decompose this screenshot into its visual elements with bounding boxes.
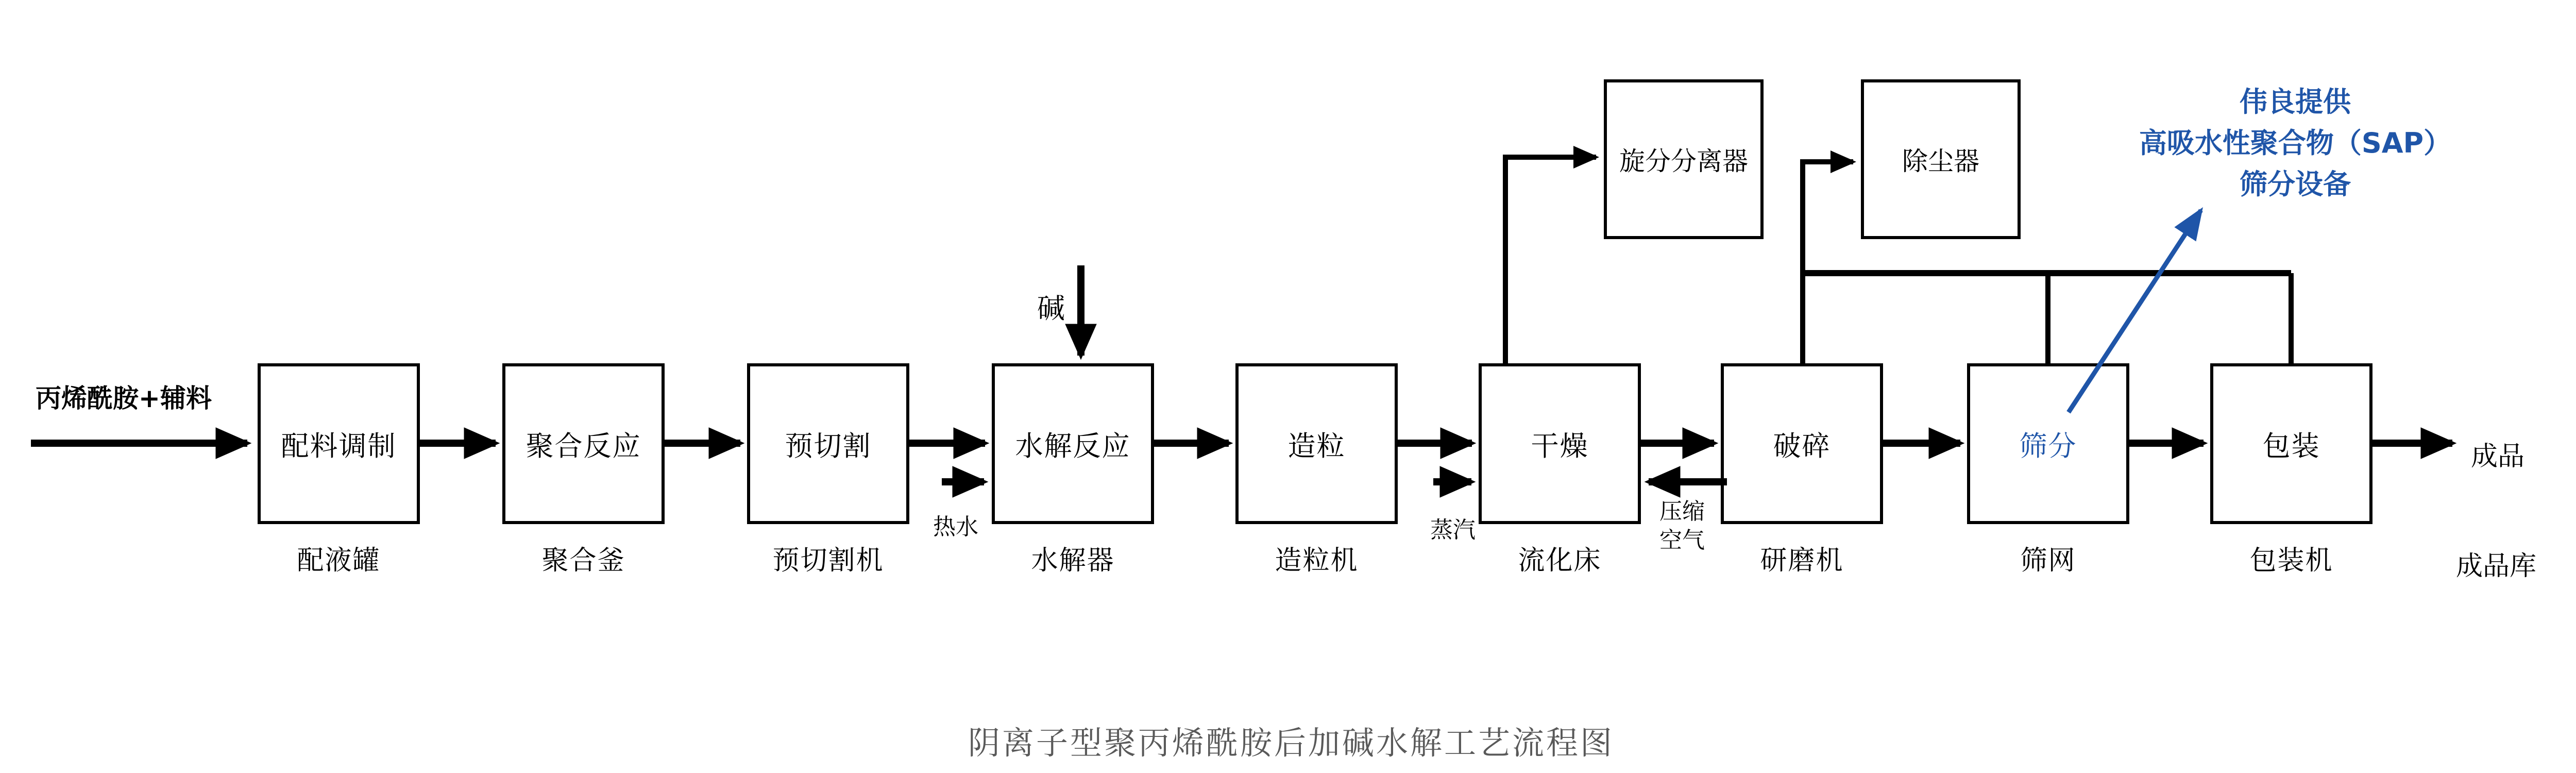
process-box-batching-title: 配料调制 — [281, 429, 397, 462]
equipment-label-solution-tank: 配液罐 — [297, 545, 381, 576]
equipment-label-polymer-kettle: 聚合釜 — [541, 545, 625, 576]
alkali-stream-label: 碱 — [1037, 292, 1065, 325]
process-box-hydrolysis-title: 水解反应 — [1015, 429, 1131, 462]
dust-collector-title: 除尘器 — [1902, 146, 1979, 176]
hot-water-stream-label: 热水 — [933, 514, 978, 540]
equipment-label-granulator: 造粒机 — [1275, 545, 1359, 576]
drying-to-cyclone-connector — [1505, 157, 1596, 364]
crushing-to-dust-collector-connector — [1803, 162, 1853, 364]
compressed-air-line1: 压缩 — [1659, 498, 1705, 525]
finished-product-label: 成品 — [2470, 441, 2524, 472]
equipment-label-grinder: 研磨机 — [1760, 545, 1844, 576]
process-box-drying-title: 干燥 — [1531, 429, 1589, 462]
diagram-title: 阴离子型聚丙烯酰胺后加碱水解工艺流程图 — [968, 724, 1614, 762]
process-box-polymerization-title: 聚合反应 — [526, 429, 641, 462]
process-box-packaging-title: 包装 — [2262, 429, 2320, 462]
equipment-label-screen-mesh: 筛网 — [2020, 545, 2076, 576]
product-warehouse-label: 成品库 — [2455, 551, 2536, 582]
process-box-crushing-title: 破碎 — [1773, 429, 1831, 462]
equipment-label-packing-machine: 包装机 — [2249, 545, 2333, 576]
process-box-screening-title: 筛分 — [2019, 429, 2077, 462]
vendor-note-line3: 筛分设备 — [2240, 168, 2351, 200]
equipment-label-fluidized-bed: 流化床 — [1518, 545, 1602, 576]
process-box-precut-title: 预切割 — [785, 429, 872, 462]
input-material-label: 丙烯酰胺+辅料 — [36, 383, 212, 413]
steam-stream-label: 蒸汽 — [1430, 517, 1476, 543]
vendor-note-line2: 高吸水性聚合物（SAP） — [2139, 127, 2452, 159]
process-box-granulation-title: 造粒 — [1287, 429, 1346, 462]
compressed-air-line2: 空气 — [1659, 527, 1705, 553]
vendor-note-pointer-arrow — [2069, 210, 2201, 412]
cyclone-separator-title: 旋分分离器 — [1619, 146, 1748, 176]
equipment-label-hydrolyzer: 水解器 — [1031, 545, 1115, 576]
equipment-label-precutter: 预切割机 — [772, 545, 884, 576]
vendor-note-line1: 伟良提供 — [2240, 86, 2351, 118]
